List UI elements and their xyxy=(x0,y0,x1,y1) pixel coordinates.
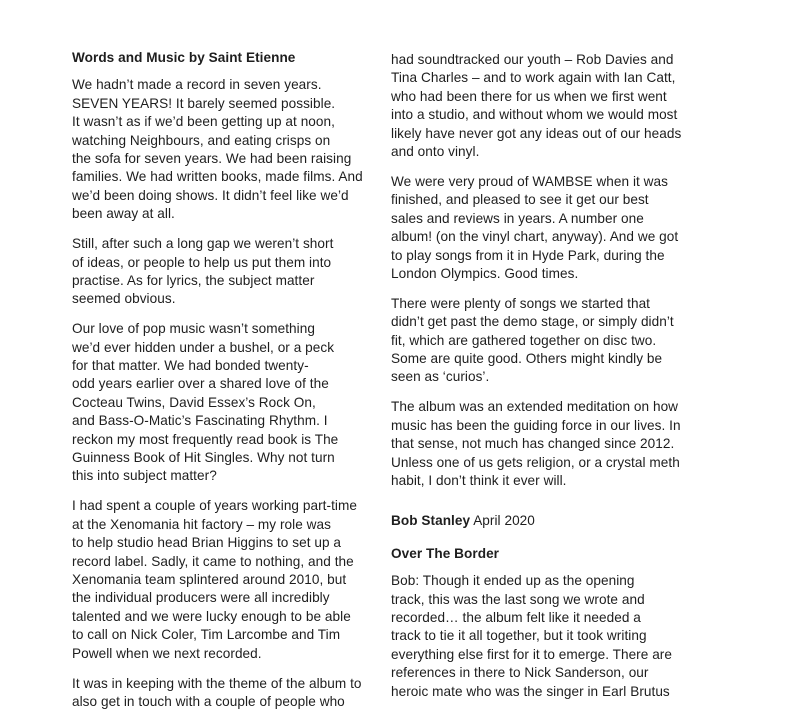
text-line: odd years earlier over a shared love of the xyxy=(72,376,329,392)
text-line: who had been there for us when we first went xyxy=(391,88,667,104)
text-line: It wasn’t as if we’d been getting up at noon, xyxy=(72,114,335,130)
paragraph xyxy=(72,320,372,486)
text-line: record label. Sadly, it came to nothing, and the xyxy=(72,553,354,569)
paragraph xyxy=(391,398,691,490)
text-line: of ideas, or people to help us put them into xyxy=(72,254,332,270)
signature-line xyxy=(391,512,691,530)
text-line: references in there to Nick Sanderson, our xyxy=(391,665,649,681)
text-line: to call on Nick Coler, Tim Larcombe and Tim xyxy=(72,627,341,643)
text-line: track to tie it all together, but it took writing xyxy=(391,628,647,644)
text-line: Cocteau Twins, David Essex’s Rock On, xyxy=(72,394,316,410)
article-heading: Words and Music by Saint Etienne xyxy=(72,50,296,65)
text-line: Powell when we next recorded. xyxy=(72,645,262,661)
text-line: Some are quite good. Others might kindly be xyxy=(391,351,663,367)
paragraph xyxy=(391,295,691,387)
text-line: reckon my most frequently read book is The xyxy=(72,431,339,447)
text-line: heroic mate who was the singer in Earl Brutus xyxy=(391,683,670,699)
text-line: that sense, not much has changed since 2012. xyxy=(391,436,675,452)
text-line: families. We had written books, made films. And xyxy=(72,169,363,185)
text-line: to play songs from it in Hyde Park, during the xyxy=(391,247,665,263)
text-line: recorded… the album felt like it needed a xyxy=(391,609,641,625)
text-line: been away at all. xyxy=(72,206,175,222)
text-line: sales and reviews in years. A number one xyxy=(391,210,644,226)
text-line: music has been the guiding force in our lives. In xyxy=(391,417,681,433)
text-line: and onto vinyl. xyxy=(391,143,480,159)
text-line: Bob: Though it ended up as the opening xyxy=(391,573,635,589)
text-line: habit, I don’t think it ever will. xyxy=(391,472,567,488)
text-line: everything else first for it to emerge. There are xyxy=(391,646,672,662)
text-line: practise. As for lyrics, the subject matter xyxy=(72,272,315,288)
text-line: track, this was the last song we wrote and xyxy=(391,591,645,607)
text-line: SEVEN YEARS! It barely seemed possible. xyxy=(72,95,336,111)
text-line: watching Neighbours, and eating crisps on xyxy=(72,132,331,148)
text-line: the sofa for seven years. We had been raising xyxy=(72,150,352,166)
text-line: for that matter. We had bonded twenty- xyxy=(72,358,309,374)
text-line: Tina Charles – and to work again with Ian Catt, xyxy=(391,70,676,86)
signature-date: April 2020 xyxy=(473,513,535,529)
text-line: didn’t get past the demo stage, or simply didn’t xyxy=(391,314,674,330)
text-line: into a studio, and without whom we would most xyxy=(391,107,678,123)
text-line: at the Xenomania hit factory – my role was xyxy=(72,516,331,532)
text-line: The album was an extended meditation on how xyxy=(391,399,679,415)
text-line: fit, which are gathered together on disc two. xyxy=(391,332,657,348)
text-line: to help studio head Brian Higgins to set up a xyxy=(72,535,342,551)
paragraph xyxy=(72,76,372,223)
text-line: and Bass-O-Matic’s Fascinating Rhythm. I xyxy=(72,413,328,429)
text-line: We were very proud of WAMBSE when it was xyxy=(391,173,668,189)
text-line: likely have never got any ideas out of our heads xyxy=(391,125,682,141)
signature xyxy=(391,512,691,530)
text-line: talented and we were lucky enough to be able xyxy=(72,608,351,624)
paragraph xyxy=(72,497,372,663)
text-line: seemed obvious. xyxy=(72,291,176,307)
text-line: Our love of pop music wasn’t something xyxy=(72,321,315,337)
text-line: also get in touch with a couple of people who xyxy=(72,693,345,709)
text-line: Still, after such a long gap we weren’t short xyxy=(72,236,334,252)
paragraph xyxy=(391,51,691,161)
left-column xyxy=(72,49,372,723)
text-line: Unless one of us gets religion, or a crystal meth xyxy=(391,454,680,470)
text-line: Guinness Book of Hit Singles. Why not turn xyxy=(72,450,335,466)
text-line: It was in keeping with the theme of the album to xyxy=(72,675,362,691)
text-line: finished, and pleased to see it get our best xyxy=(391,192,649,208)
paragraph xyxy=(391,572,691,701)
text-line: seen as ‘curios’. xyxy=(391,369,490,385)
paragraph xyxy=(72,675,372,712)
text-line: We hadn’t made a record in seven years. xyxy=(72,77,322,93)
text-line: the individual producers were all incredibly xyxy=(72,590,330,606)
text-line: we’d ever hidden under a bushel, or a peck xyxy=(72,339,335,355)
text-line: had soundtracked our youth – Rob Davies and xyxy=(391,52,674,67)
paragraph xyxy=(72,235,372,309)
author-name: Bob Stanley xyxy=(391,513,471,529)
text-line: Xenomania team splintered around 2010, but xyxy=(72,571,347,587)
section-heading: Over The Border xyxy=(391,545,500,561)
text-line: London Olympics. Good times. xyxy=(391,265,579,281)
text-line: I had spent a couple of years working part-time xyxy=(72,498,357,514)
text-line: There were plenty of songs we started that xyxy=(391,295,651,311)
text-line: album! (on the vinyl chart, anyway). And we got xyxy=(391,229,679,245)
text-line: we’d been doing shows. It didn’t feel like we’d xyxy=(72,187,349,203)
right-column xyxy=(391,51,691,713)
text-line: this into subject matter? xyxy=(72,468,217,484)
paragraph xyxy=(391,173,691,283)
